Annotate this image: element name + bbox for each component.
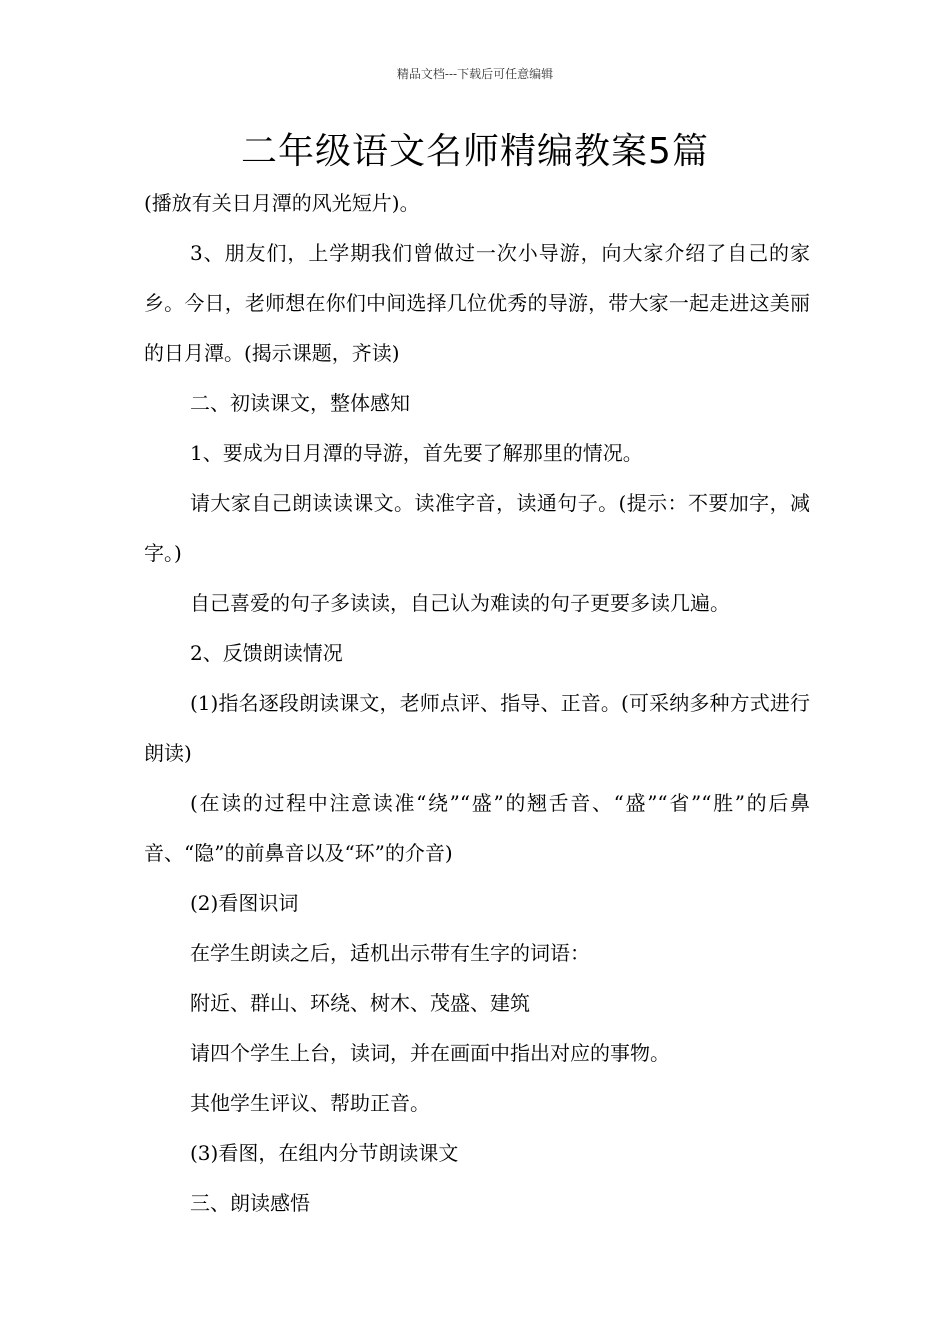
paragraph: 其他学生评议、帮助正音。 bbox=[190, 1091, 430, 1115]
paragraph: 在学生朗读之后，适机出示带有生字的词语： bbox=[190, 941, 590, 965]
paragraph: (1)指名逐段朗读课文，老师点评、指导、正音。(可采纳多种方式进行朗读) bbox=[144, 691, 810, 765]
paragraph: 2、反馈朗读情况 bbox=[190, 641, 343, 665]
section-heading: 二、初读课文，整体感知 bbox=[190, 391, 410, 415]
paragraph: 请四个学生上台，读词，并在画面中指出对应的事物。 bbox=[190, 1041, 670, 1065]
paragraph: (2)看图识词 bbox=[190, 891, 299, 915]
paragraph: 自己喜爱的句子多读读，自己认为难读的句子更要多读几遍。 bbox=[190, 591, 730, 615]
header-note: 精品文档---下载后可任意编辑 bbox=[396, 67, 554, 81]
paragraph: 3、朋友们，上学期我们曾做过一次小导游，向大家介绍了自己的家乡。今日，老师想在你们中间选择几位优秀的导游，带大家一起走进这美丽的日月潭。(揭示课题，齐读) bbox=[144, 241, 810, 365]
paragraph: 1、要成为日月潭的导游，首先要了解那里的情况。 bbox=[190, 441, 643, 465]
paragraph: (3)看图，在组内分节朗读课文 bbox=[190, 1141, 459, 1165]
page-title: 二年级语文名师精编教案5篇 bbox=[241, 131, 709, 172]
document-body bbox=[144, 178, 810, 1228]
paragraph: (在读的过程中注意读准“绕”“盛”的翘舌音、“盛”“省”“胜”的后鼻音、“隐”的前鼻音以及“环”的介音) bbox=[144, 791, 810, 865]
section-heading: 三、朗读感悟 bbox=[190, 1191, 310, 1215]
paragraph: (播放有关日月潭的风光短片)。 bbox=[144, 191, 420, 215]
paragraph: 附近、群山、环绕、树木、茂盛、建筑 bbox=[190, 991, 530, 1015]
paragraph: 请大家自己朗读读课文。读准字音，读通句子。(提示：不要加字，减字。) bbox=[144, 491, 810, 565]
